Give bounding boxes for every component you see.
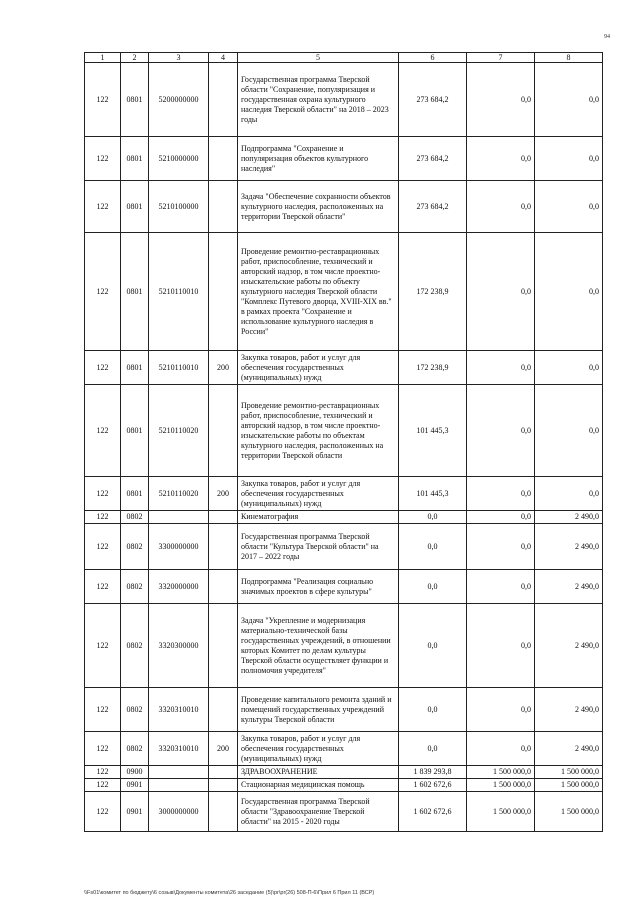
table-row xyxy=(85,779,603,792)
column-header: 6 xyxy=(399,53,467,63)
cell-expense-type xyxy=(209,766,238,779)
budget-table xyxy=(84,52,603,832)
column-header-row xyxy=(85,53,603,63)
column-header: 7 xyxy=(467,53,535,63)
cell-target-code: 3320310010 xyxy=(149,732,209,766)
cell-expense-type xyxy=(209,779,238,792)
cell-section-code: 0802 xyxy=(121,511,149,524)
cell-expense-type xyxy=(209,688,238,732)
cell-amount-year2: 0,0 xyxy=(467,604,535,688)
cell-admin-code: 122 xyxy=(85,732,121,766)
cell-target-code: 5210000000 xyxy=(149,137,209,181)
cell-amount-year1: 0,0 xyxy=(399,570,467,604)
cell-section-code: 0801 xyxy=(121,181,149,233)
cell-amount-year3: 2 490,0 xyxy=(535,688,603,732)
column-header: 8 xyxy=(535,53,603,63)
column-header: 1 xyxy=(85,53,121,63)
cell-amount-year2: 0,0 xyxy=(467,477,535,511)
cell-section-code: 0901 xyxy=(121,779,149,792)
table-row xyxy=(85,511,603,524)
cell-description: Подпрограмма "Реализация социально значимых проектов в сфере культуры" xyxy=(238,570,399,604)
cell-amount-year3: 0,0 xyxy=(535,477,603,511)
cell-admin-code: 122 xyxy=(85,233,121,351)
column-header: 4 xyxy=(209,53,238,63)
cell-expense-type: 200 xyxy=(209,351,238,385)
cell-section-code: 0801 xyxy=(121,137,149,181)
table-row xyxy=(85,524,603,570)
cell-amount-year3: 1 500 000,0 xyxy=(535,792,603,832)
cell-expense-type: 200 xyxy=(209,732,238,766)
page-number: 94 xyxy=(604,34,610,40)
cell-expense-type xyxy=(209,233,238,351)
cell-amount-year1: 101 445,3 xyxy=(399,477,467,511)
cell-description: Стационарная медицинская помощь xyxy=(238,779,399,792)
cell-description: Государственная программа Тверской области "Здравоохранение Тверской области" на 2015 - 2020 годы xyxy=(238,792,399,832)
table-row xyxy=(85,477,603,511)
cell-description: Закупка товаров, работ и услуг для обеспечения государственных (муниципальных) нужд xyxy=(238,732,399,766)
table-row xyxy=(85,233,603,351)
cell-expense-type xyxy=(209,385,238,477)
cell-amount-year3: 0,0 xyxy=(535,385,603,477)
cell-target-code xyxy=(149,766,209,779)
table-row xyxy=(85,181,603,233)
table-row xyxy=(85,385,603,477)
cell-amount-year2: 0,0 xyxy=(467,137,535,181)
cell-amount-year3: 2 490,0 xyxy=(535,511,603,524)
cell-amount-year2: 0,0 xyxy=(467,63,535,137)
cell-amount-year1: 1 602 672,6 xyxy=(399,792,467,832)
cell-expense-type xyxy=(209,604,238,688)
cell-amount-year3: 0,0 xyxy=(535,351,603,385)
cell-section-code: 0802 xyxy=(121,688,149,732)
cell-amount-year1: 273 684,2 xyxy=(399,63,467,137)
cell-amount-year1: 172 238,9 xyxy=(399,351,467,385)
table-row xyxy=(85,570,603,604)
column-header: 2 xyxy=(121,53,149,63)
cell-section-code: 0900 xyxy=(121,766,149,779)
cell-admin-code: 122 xyxy=(85,688,121,732)
cell-target-code: 3000000000 xyxy=(149,792,209,832)
cell-expense-type xyxy=(209,570,238,604)
cell-amount-year2: 0,0 xyxy=(467,385,535,477)
cell-description: Проведение капитального ремонта зданий и помещений государственных учреждений культуры Тверской области xyxy=(238,688,399,732)
cell-amount-year2: 1 500 000,0 xyxy=(467,779,535,792)
cell-amount-year1: 0,0 xyxy=(399,688,467,732)
cell-amount-year3: 2 490,0 xyxy=(535,524,603,570)
cell-amount-year3: 2 490,0 xyxy=(535,732,603,766)
cell-amount-year1: 0,0 xyxy=(399,524,467,570)
cell-admin-code: 122 xyxy=(85,351,121,385)
cell-section-code: 0801 xyxy=(121,63,149,137)
cell-admin-code: 122 xyxy=(85,137,121,181)
cell-amount-year1: 0,0 xyxy=(399,732,467,766)
cell-admin-code: 122 xyxy=(85,779,121,792)
cell-admin-code: 122 xyxy=(85,181,121,233)
cell-target-code: 5210110010 xyxy=(149,233,209,351)
cell-amount-year1: 1 602 672,6 xyxy=(399,779,467,792)
cell-amount-year2: 0,0 xyxy=(467,524,535,570)
cell-target-code: 3320310010 xyxy=(149,688,209,732)
cell-amount-year3: 2 490,0 xyxy=(535,604,603,688)
cell-description: Кинематография xyxy=(238,511,399,524)
cell-target-code: 3300000000 xyxy=(149,524,209,570)
cell-admin-code: 122 xyxy=(85,385,121,477)
table-row xyxy=(85,766,603,779)
cell-amount-year3: 2 490,0 xyxy=(535,570,603,604)
cell-amount-year2: 0,0 xyxy=(467,181,535,233)
column-header: 5 xyxy=(238,53,399,63)
cell-description: Закупка товаров, работ и услуг для обеспечения государственных (муниципальных) нужд xyxy=(238,351,399,385)
cell-admin-code: 122 xyxy=(85,511,121,524)
cell-admin-code: 122 xyxy=(85,524,121,570)
cell-expense-type xyxy=(209,524,238,570)
cell-section-code: 0801 xyxy=(121,233,149,351)
cell-description: Задача "Укрепление и модернизация материально-технической базы государственных учреждений, в отношении которых Комитет по делам культуры Тверской области осуществляет функции и полномочия учредителя" xyxy=(238,604,399,688)
cell-target-code: 5210110020 xyxy=(149,477,209,511)
cell-section-code: 0802 xyxy=(121,524,149,570)
cell-admin-code: 122 xyxy=(85,477,121,511)
cell-target-code: 5210110020 xyxy=(149,385,209,477)
cell-amount-year3: 0,0 xyxy=(535,137,603,181)
table-row xyxy=(85,688,603,732)
cell-amount-year2: 0,0 xyxy=(467,511,535,524)
cell-target-code: 3320000000 xyxy=(149,570,209,604)
cell-description: Подпрограмма "Сохранение и популяризация объектов культурного наследия" xyxy=(238,137,399,181)
cell-amount-year3: 1 500 000,0 xyxy=(535,766,603,779)
cell-section-code: 0802 xyxy=(121,570,149,604)
cell-description: Государственная программа Тверской области "Культура Тверской области" на 2017 – 2022 годы xyxy=(238,524,399,570)
cell-expense-type xyxy=(209,137,238,181)
cell-description: ЗДРАВООХРАНЕНИЕ xyxy=(238,766,399,779)
cell-amount-year2: 1 500 000,0 xyxy=(467,766,535,779)
cell-amount-year1: 0,0 xyxy=(399,604,467,688)
cell-amount-year2: 0,0 xyxy=(467,732,535,766)
cell-amount-year1: 1 839 293,8 xyxy=(399,766,467,779)
cell-description: Закупка товаров, работ и услуг для обеспечения государственных (муниципальных) нужд xyxy=(238,477,399,511)
cell-amount-year1: 101 445,3 xyxy=(399,385,467,477)
cell-admin-code: 122 xyxy=(85,792,121,832)
cell-section-code: 0802 xyxy=(121,732,149,766)
file-path-footer: \\Fs01\комитет по бюджету\6 созыв\Документы комитета\26 заседание (5)\pr\pr(26) 508-П-6\Прил 6 Прил 11 (ВСР) xyxy=(84,890,375,896)
cell-expense-type xyxy=(209,181,238,233)
cell-expense-type: 200 xyxy=(209,477,238,511)
cell-target-code: 3320300000 xyxy=(149,604,209,688)
cell-admin-code: 122 xyxy=(85,570,121,604)
table-row xyxy=(85,351,603,385)
cell-amount-year2: 0,0 xyxy=(467,233,535,351)
cell-target-code: 5210110010 xyxy=(149,351,209,385)
cell-amount-year1: 172 238,9 xyxy=(399,233,467,351)
cell-description: Задача "Обеспечение сохранности объектов культурного наследия, расположенных на территории Тверской области" xyxy=(238,181,399,233)
table-row xyxy=(85,137,603,181)
cell-section-code: 0802 xyxy=(121,604,149,688)
cell-expense-type xyxy=(209,63,238,137)
cell-amount-year3: 0,0 xyxy=(535,181,603,233)
cell-target-code: 5200000000 xyxy=(149,63,209,137)
cell-description: Проведение ремонтно-реставрационных работ, приспособление, технический и авторский надзор, в том числе проектно-изыскательские работы по объектам культурного наследия, расположенных на территории Тверской области xyxy=(238,385,399,477)
cell-section-code: 0801 xyxy=(121,385,149,477)
cell-description: Государственная программа Тверской области "Сохранение, популяризация и государственная охрана культурного наследия Тверской области" на 2018 – 2023 годы xyxy=(238,63,399,137)
cell-amount-year1: 273 684,2 xyxy=(399,181,467,233)
table-row xyxy=(85,604,603,688)
cell-amount-year1: 273 684,2 xyxy=(399,137,467,181)
cell-amount-year2: 0,0 xyxy=(467,688,535,732)
cell-target-code xyxy=(149,779,209,792)
cell-admin-code: 122 xyxy=(85,766,121,779)
cell-amount-year2: 1 500 000,0 xyxy=(467,792,535,832)
cell-amount-year3: 0,0 xyxy=(535,63,603,137)
table-row xyxy=(85,792,603,832)
cell-amount-year1: 0,0 xyxy=(399,511,467,524)
cell-amount-year2: 0,0 xyxy=(467,351,535,385)
cell-target-code xyxy=(149,511,209,524)
cell-expense-type xyxy=(209,511,238,524)
cell-section-code: 0801 xyxy=(121,477,149,511)
cell-amount-year2: 0,0 xyxy=(467,570,535,604)
cell-expense-type xyxy=(209,792,238,832)
column-header: 3 xyxy=(149,53,209,63)
cell-section-code: 0801 xyxy=(121,351,149,385)
cell-section-code: 0901 xyxy=(121,792,149,832)
table-row xyxy=(85,732,603,766)
cell-admin-code: 122 xyxy=(85,604,121,688)
cell-description: Проведение ремонтно-реставрационных работ, приспособление, технический и авторский надзор, в том числе проектно-изыскательские работы по объекту культурного наследия Тверской области "Комплекс Путевого дворца, XVIII-XIX вв." в рамках проекта "Сохранение и использование культурного наследия в России" xyxy=(238,233,399,351)
cell-admin-code: 122 xyxy=(85,63,121,137)
cell-amount-year3: 0,0 xyxy=(535,233,603,351)
cell-target-code: 5210100000 xyxy=(149,181,209,233)
cell-amount-year3: 1 500 000,0 xyxy=(535,779,603,792)
table-row xyxy=(85,63,603,137)
